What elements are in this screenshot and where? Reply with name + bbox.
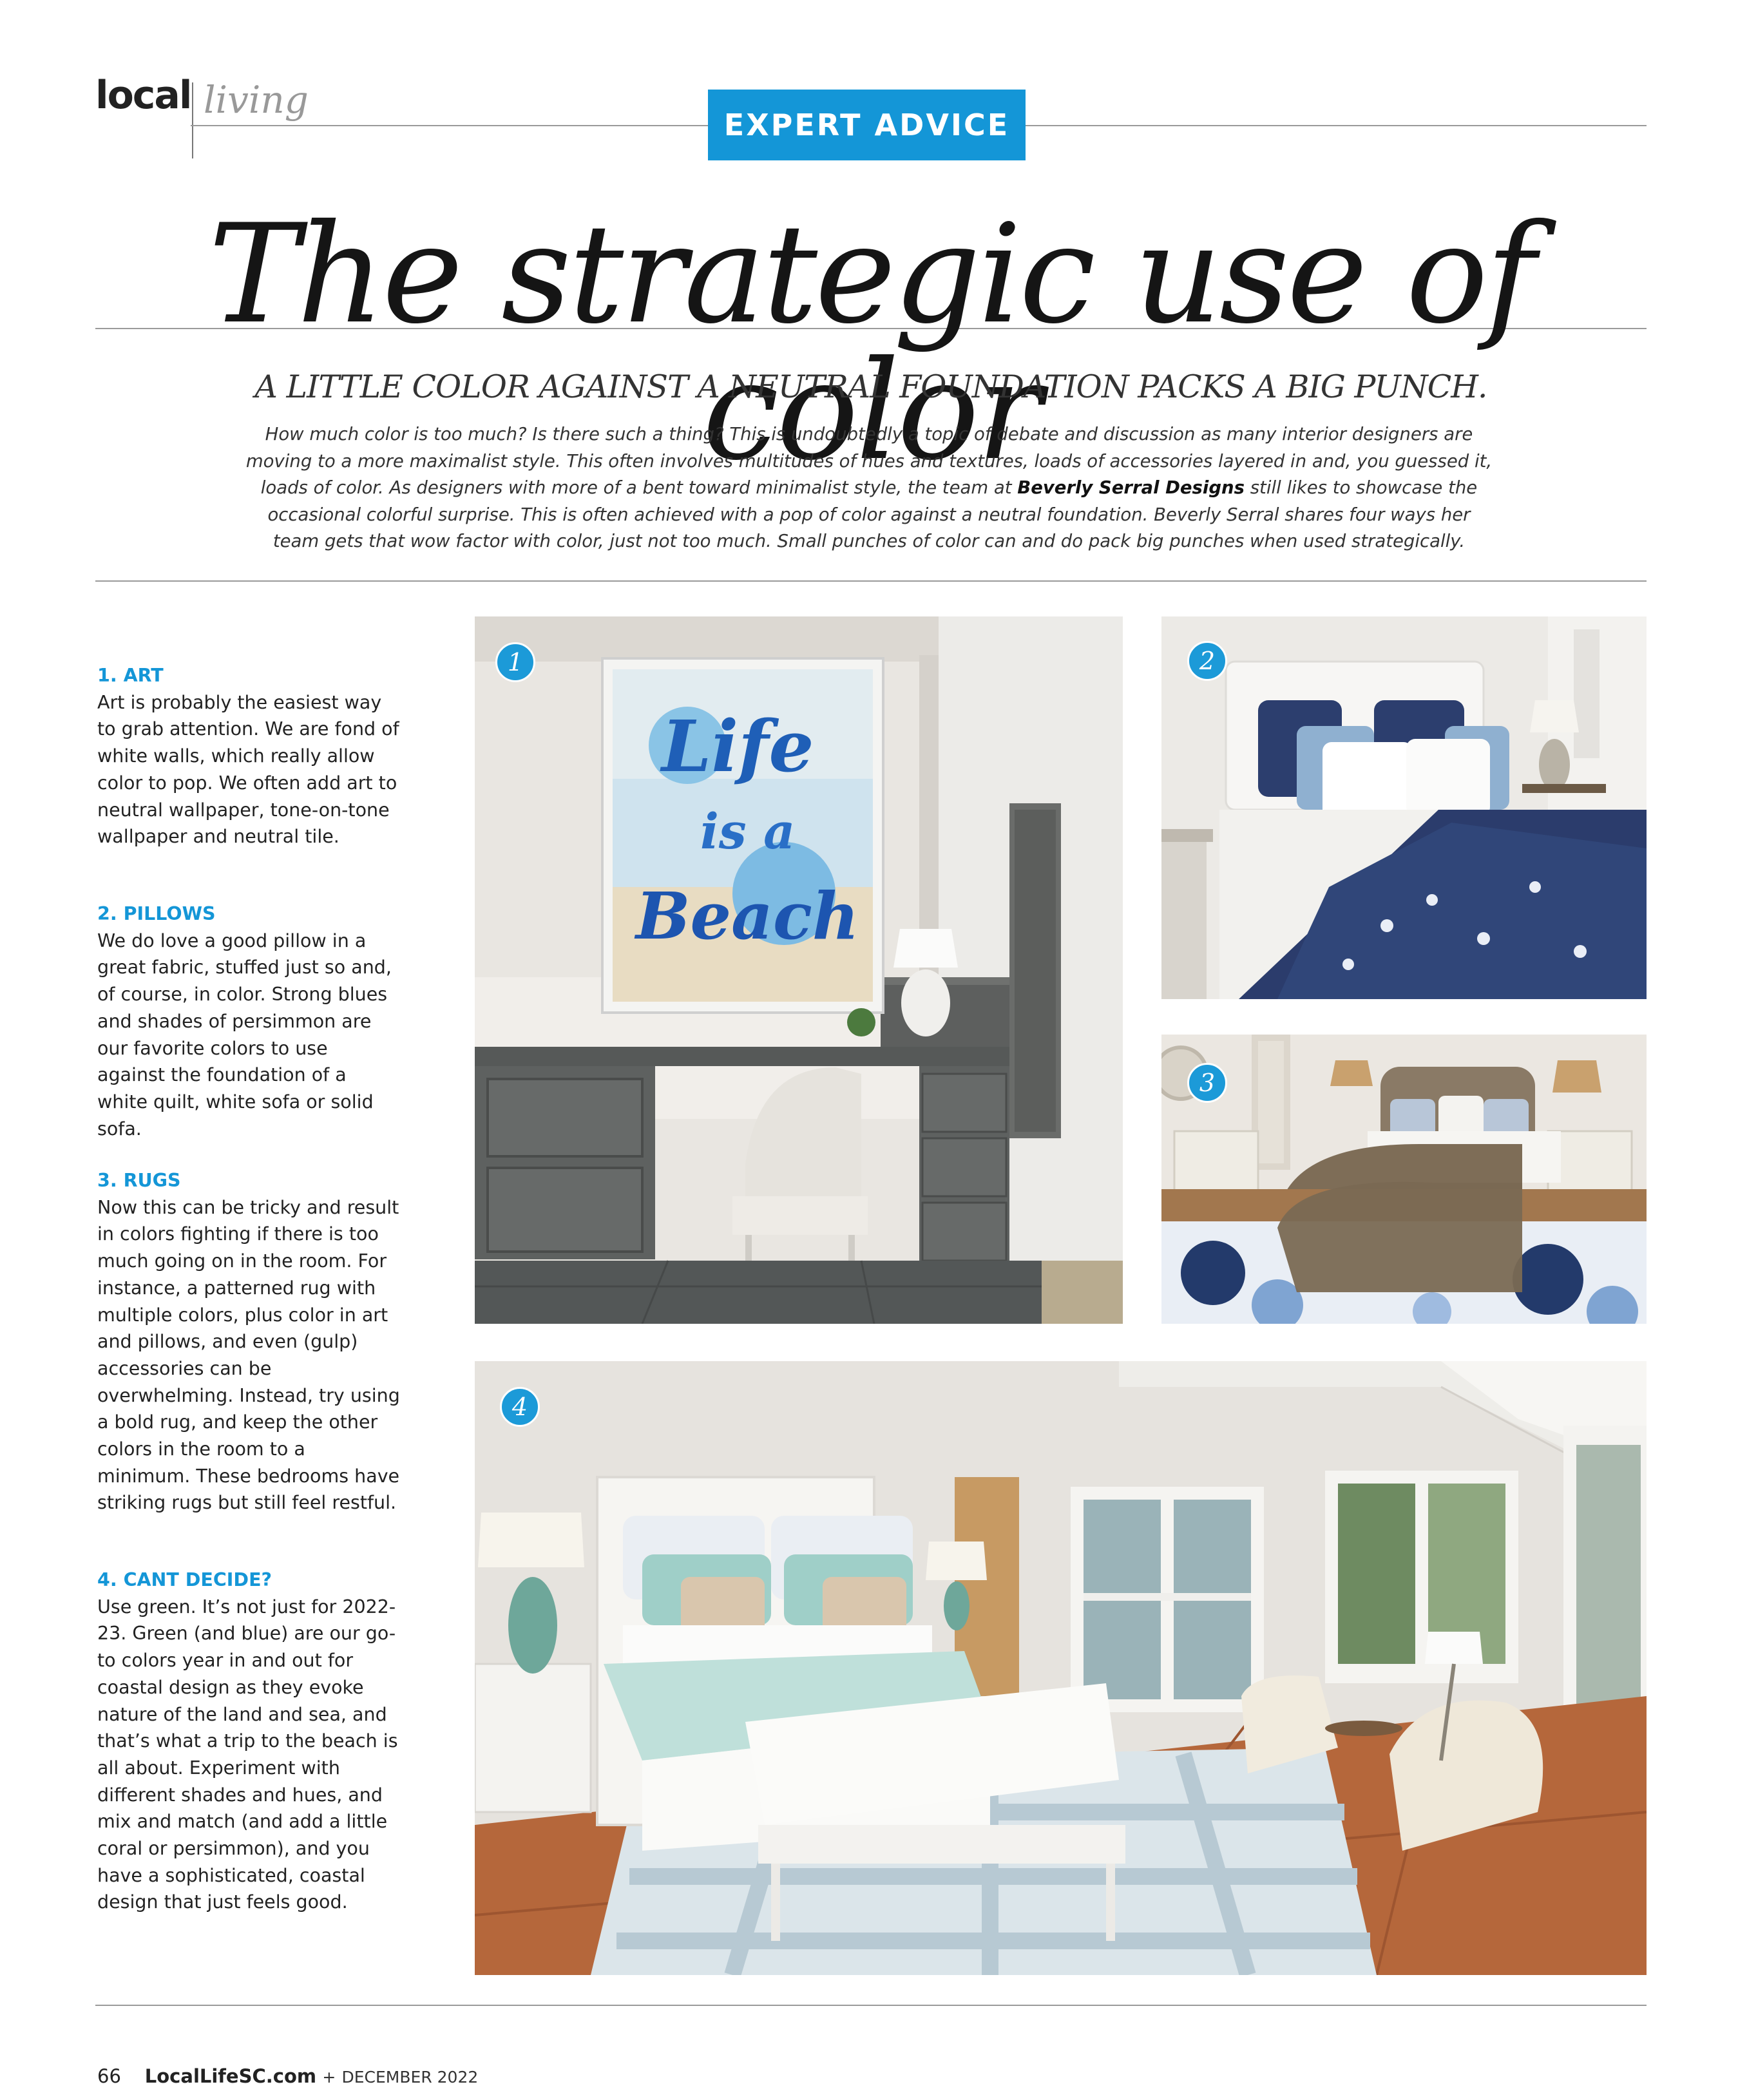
art-text-beach: Beach bbox=[636, 878, 859, 954]
footer-separator: + bbox=[322, 2068, 336, 2086]
intro-text-end: still likes to showcase the occasional colorful surprise. This is often achieved with a pop of color against a neutral foundation. Beverly Serral shares four ways her team gets that wow factor with color, just not too much. Small punches of color can and do pack big punches when used strategically. bbox=[267, 477, 1478, 551]
art-text-life: Life bbox=[662, 705, 814, 788]
tip-cant-decide bbox=[97, 1567, 400, 1916]
brand-logo-local: local bbox=[95, 73, 191, 118]
art-text-is-a: is a bbox=[700, 803, 796, 860]
tip-heading: 3. RUGS bbox=[97, 1170, 181, 1191]
tip-heading: 1. ART bbox=[97, 665, 164, 686]
intro-rule bbox=[95, 580, 1647, 582]
intro-text-start: How much color is too much? Is there such a thing? This is undoubtedly a topic of debate and discussion as many interior designers are moving to a more maximalist style. This often involves multitudes of hues and textures, loads of accessories layered in and, you guessed it, loads of color. As designers with more of a bent toward minimalist style, the team at bbox=[245, 424, 1493, 498]
page-number: 66 bbox=[97, 2065, 121, 2087]
tip-pillows bbox=[97, 901, 400, 1142]
article-title: The strategic use of color bbox=[208, 195, 1534, 490]
footer-rule bbox=[95, 2005, 1647, 2006]
tip-body: We do love a good pillow in a great fabric, stuffed just so and, of course, in color. Strong blues and shades of persimmon are our favorite colors to use against the foundation of a white quilt, white sofa or solid sofa. bbox=[97, 930, 392, 1140]
photo-bedroom-coastal bbox=[475, 1361, 1647, 1975]
header-rule-left bbox=[191, 125, 708, 126]
photo-bedroom-woven bbox=[1161, 1035, 1647, 1324]
photo-number-badge: 1 bbox=[495, 642, 535, 682]
tip-body: Art is probably the easiest way to grab attention. We are fond of white walls, which really allow color to pop. We often add art to neutral wallpaper, tone-on-tone wallpaper and neutral tile. bbox=[97, 691, 399, 848]
footer-site: LocalLifeSC.com bbox=[144, 2065, 317, 2087]
tip-body: Now this can be tricky and result in colors fighting if there is too much going on in the room. For instance, a patterned rug with multiple colors, plus color in art and pillows, and even (gulp) accessories can be overwhelming. Instead, try using a bold rug, and keep the other colors in the room to a minimum. These bedrooms have striking rugs but still feel restful. bbox=[97, 1196, 400, 1514]
photo-bedroom-navy bbox=[1161, 616, 1647, 999]
article-subtitle: A LITTLE COLOR AGAINST A NEUTRAL FOUNDATION PACKS A BIG PUNCH. bbox=[254, 368, 1487, 405]
page-footer bbox=[97, 2065, 478, 2087]
photo-number-badge: 2 bbox=[1187, 641, 1227, 681]
section-badge: EXPERT ADVICE bbox=[708, 90, 1026, 160]
tip-rugs bbox=[97, 1167, 400, 1516]
tip-heading: 4. CANT DECIDE? bbox=[97, 1569, 272, 1590]
photo-number-badge: 4 bbox=[500, 1387, 540, 1427]
brand-divider bbox=[192, 82, 193, 158]
brand-logo-living: living bbox=[204, 78, 309, 122]
designer-name: Beverly Serral Designs bbox=[1017, 477, 1245, 498]
header-rule-right bbox=[1026, 125, 1647, 126]
tip-art bbox=[97, 662, 400, 850]
article-intro bbox=[245, 421, 1493, 555]
tip-body: Use green. It’s not just for 2022-23. Green (and blue) are our go-to colors year in and out for coastal design as they evoke nature of the land and sea, and that’s what a trip to the beach is all about. Experiment with different shades and hues, and mix and match (and add a little coral or persimmon), and you have a sophisticated, coastal design that just feels good. bbox=[97, 1596, 398, 1913]
issue-date: DECEMBER 2022 bbox=[341, 2068, 479, 2086]
tip-heading: 2. PILLOWS bbox=[97, 903, 216, 924]
photo-number-badge: 3 bbox=[1187, 1063, 1227, 1103]
photo-office-art bbox=[475, 616, 1123, 1324]
